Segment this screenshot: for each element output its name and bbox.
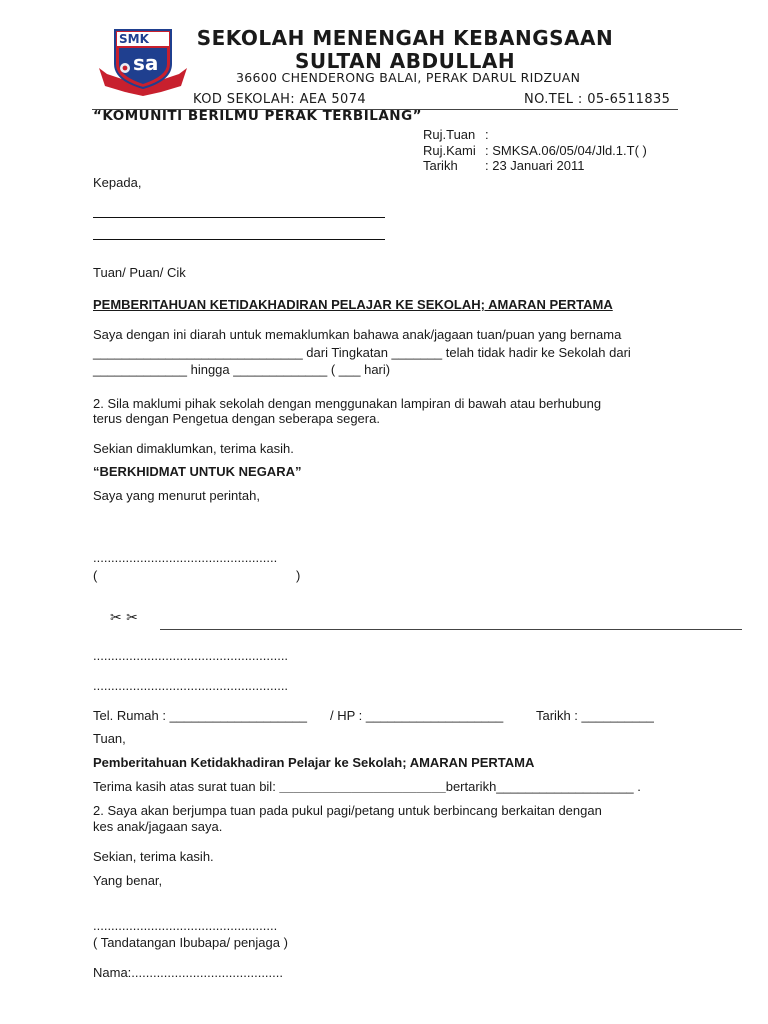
logo-main-text: sa bbox=[133, 51, 159, 75]
salutation: Tuan/ Puan/ Cik bbox=[93, 265, 186, 280]
signature-paren-close: ) bbox=[296, 568, 301, 583]
reply-thanks-text: Terima kasih atas surat tuan bil: bbox=[93, 779, 280, 794]
yang-benar: Yang benar, bbox=[93, 873, 163, 888]
kepada-label: Kepada, bbox=[93, 175, 142, 190]
reply-closing: Sekian, terima kasih. bbox=[93, 849, 214, 864]
recipient-line-1 bbox=[93, 217, 385, 218]
school-address: 36600 CHENDERONG BALAI, PERAK DARUL RIDZUAN bbox=[236, 70, 581, 85]
reply-thanks-line bbox=[93, 779, 641, 795]
para1-line1: Saya dengan ini diarah untuk memaklumkan bahawa anak/jagaan tuan/puan yang bernama bbox=[93, 327, 622, 342]
reply-subject: Pemberitahuan Ketidakhadiran Pelajar ke Sekolah; AMARAN PERTAMA bbox=[93, 755, 535, 770]
letter-closing: Sekian dimaklumkan, terima kasih. bbox=[93, 441, 294, 456]
reply-salutation: Tuan, bbox=[93, 731, 126, 746]
school-name-line2: SULTAN ABDULLAH bbox=[294, 49, 516, 73]
school-code: KOD SEKOLAH: AEA 5074 bbox=[193, 92, 367, 107]
reply-dots-1: ...................................................... bbox=[93, 648, 289, 663]
reply-tarikh-field: Tarikh : __________ bbox=[536, 708, 654, 723]
hp-field: / HP : ___________________ bbox=[330, 708, 504, 723]
para1-line3: _____________ hingga _____________ ( ___ hari) bbox=[93, 362, 391, 377]
ruj-tuan-value: : bbox=[485, 127, 489, 142]
signature-dots: ................................................... bbox=[93, 550, 278, 565]
para1-line2: _____________________________ dari Tingkatan _______ telah tidak hadir ke Sekolah dari bbox=[93, 345, 631, 360]
tarikh-value: : 23 Januari 2011 bbox=[485, 158, 585, 173]
ruj-kami-value: : SMKSA.06/05/04/Jld.1.T( ) bbox=[485, 143, 647, 158]
school-phone: NO.TEL : 05-6511835 bbox=[524, 92, 671, 107]
para2-line2: terus dengan Pengetua dengan seberapa segera. bbox=[93, 411, 380, 426]
reply-bertarikh: bertarikh___________________ . bbox=[445, 779, 641, 794]
tarikh-label: Tarikh bbox=[423, 158, 458, 173]
reply-nama-field: Nama:.......................................... bbox=[93, 965, 283, 980]
ruj-tuan-label: Ruj.Tuan bbox=[423, 127, 476, 142]
reply-signature-dots: ................................................... bbox=[93, 918, 278, 933]
cut-line bbox=[160, 629, 742, 630]
sign-off: Saya yang menurut perintah, bbox=[93, 488, 260, 503]
logo-top-text: SMK bbox=[119, 32, 149, 46]
reply-bil-blank: _______________________ bbox=[279, 779, 446, 794]
tel-rumah-field: Tel. Rumah : ___________________ bbox=[93, 708, 307, 723]
para2-line1: 2. Sila maklumi pihak sekolah dengan menggunakan lampiran di bawah atau berhubung bbox=[93, 396, 602, 411]
school-name-line1: SEKOLAH MENENGAH KEBANGSAAN bbox=[196, 26, 614, 50]
reply-signature-label: ( Tandatangan Ibubapa/ penjaga ) bbox=[93, 935, 288, 950]
school-logo bbox=[95, 24, 191, 100]
scissors-icon: ✂ ✂ bbox=[110, 610, 138, 626]
reply-para2-line2: kes anak/jagaan saya. bbox=[93, 819, 223, 834]
recipient-line-2 bbox=[93, 239, 385, 240]
slogan: “BERKHIDMAT UNTUK NEGARA” bbox=[93, 464, 302, 479]
reply-para2-line1: 2. Saya akan berjumpa tuan pada pukul pagi/petang untuk berbincang berkaitan dengan bbox=[93, 803, 602, 818]
motto: “KOMUNITI BERILMU PERAK TERBILANG” bbox=[93, 108, 423, 124]
reply-dots-2: ...................................................... bbox=[93, 678, 289, 693]
letter-subject: PEMBERITAHUAN KETIDAKHADIRAN PELAJAR KE SEKOLAH; AMARAN PERTAMA bbox=[93, 297, 613, 312]
ruj-kami-label: Ruj.Kami bbox=[423, 143, 476, 158]
signature-paren-open: ( bbox=[93, 568, 98, 583]
